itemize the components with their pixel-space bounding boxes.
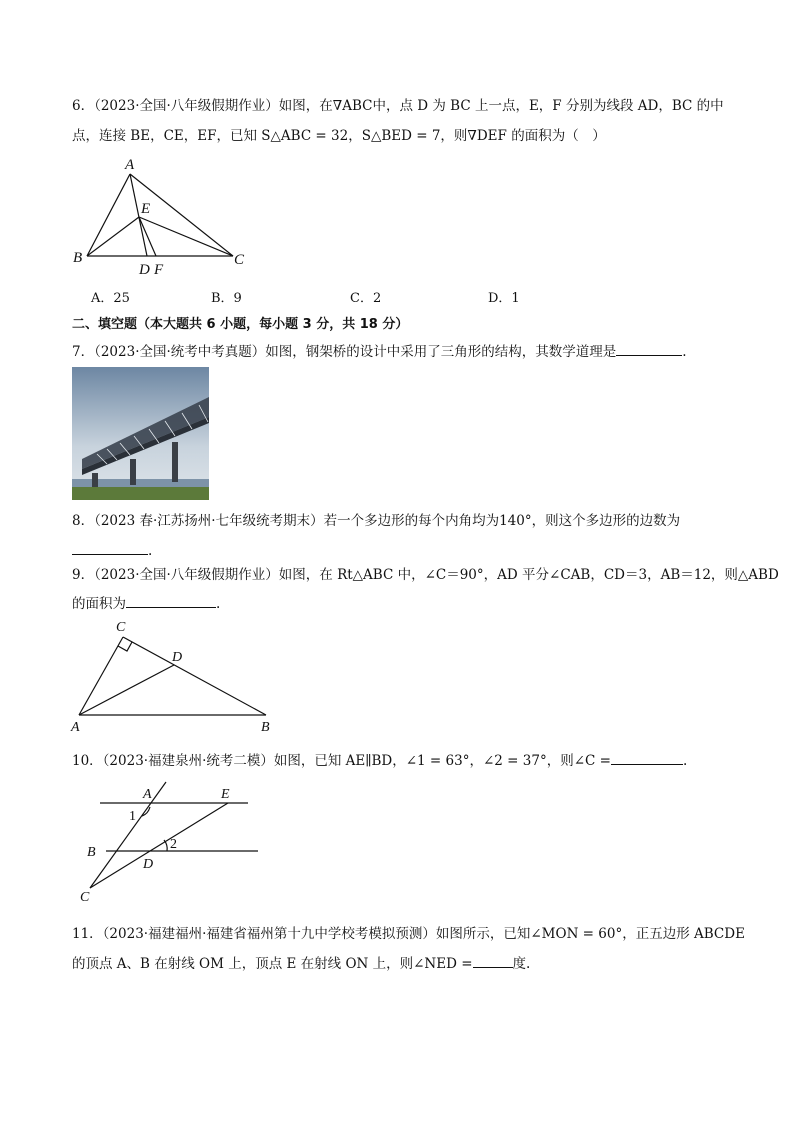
label-f: F xyxy=(154,262,164,278)
q11-line2 xyxy=(72,953,530,973)
q10-figure xyxy=(78,780,268,908)
section-2-heading: 二、填空题（本大题共 6 小题，每小题 3 分，共 18 分） xyxy=(72,317,409,332)
q8-line2 xyxy=(72,540,152,560)
q8-answer-blank[interactable] xyxy=(72,540,148,555)
label-b: B xyxy=(73,250,83,266)
q9-prompt: 的面积为 xyxy=(72,596,126,612)
label-d: D xyxy=(172,650,183,665)
label-c: C xyxy=(234,252,245,268)
label-a: A xyxy=(71,720,80,735)
q11-answer-blank[interactable] xyxy=(473,953,513,968)
q9-answer-blank[interactable] xyxy=(126,593,216,608)
q11-line1: 11．（2023·福建福州·福建省福州第十九中学校考模拟预测）如图所示，已知∠MON = 60°，正五边形 ABCDE xyxy=(72,926,745,942)
label-b: B xyxy=(87,845,96,860)
q6-option-c[interactable]: C．2 xyxy=(350,291,382,306)
label-c: C xyxy=(80,890,90,905)
q9-line2 xyxy=(72,593,220,613)
label-e: E xyxy=(141,201,151,217)
q6-line1: 6．（2023·全国·八年级假期作业）如图，在∇ABC中，点 D 为 BC 上一点，E，F 分别为线段 AD，BC 的中 xyxy=(72,98,724,114)
q8-text: 8．（2023 春·江苏扬州·七年级统考期末）若一个多边形的每个内角均为140°，则这个多边形的边数为 xyxy=(72,513,681,529)
q6-option-b[interactable]: B．9 xyxy=(211,291,242,306)
q9-figure xyxy=(68,617,283,737)
q10-prompt: 10．（2023·福建泉州·统考二模）如图，已知 AE∥BD，∠1 = 63°，∠2 = 37°，则∠C = xyxy=(72,753,611,769)
q9-text: 9．（2023·全国·八年级假期作业）如图，在 Rt△ABC 中，∠C＝90°，AD 平分∠CAB，CD＝3，AB＝12，则△ABD xyxy=(72,567,779,583)
q10-text xyxy=(72,750,687,770)
label-angle-2: 2 xyxy=(170,837,177,852)
line-ce xyxy=(90,803,228,888)
label-d: D xyxy=(143,857,154,872)
q6-line2: 点，连接 BE，CE，EF，已知 S△ABC = 32，S△BED = 7，则∇DEF 的面积为（ ） xyxy=(72,128,606,144)
label-angle-1: 1 xyxy=(129,809,136,824)
q8-end: . xyxy=(148,543,153,559)
q7-end: . xyxy=(682,344,687,360)
label-c: C xyxy=(116,620,126,635)
label-a: A xyxy=(125,157,135,173)
q11-unit: 度. xyxy=(512,956,531,972)
line-ca xyxy=(90,782,166,888)
q11-prompt: 的顶点 A、B 在射线 OM 上，顶点 E 在射线 ON 上，则∠NED = xyxy=(72,956,473,972)
edge-ab xyxy=(87,174,130,256)
label-d: D xyxy=(139,262,150,278)
bridge-photo xyxy=(72,367,209,500)
q10-end: . xyxy=(682,753,688,769)
q9-end: . xyxy=(216,596,221,612)
label-b: B xyxy=(261,720,270,735)
q10-answer-blank[interactable] xyxy=(611,750,683,765)
q6-figure xyxy=(70,152,260,282)
label-a: A xyxy=(143,787,152,802)
angle-2-arc xyxy=(164,840,167,851)
label-e: E xyxy=(221,787,230,802)
q7-answer-blank[interactable] xyxy=(616,341,682,356)
segment-be xyxy=(87,217,139,256)
q7-prompt: 7．（2023·全国·统考中考真题）如图，钢架桥的设计中采用了三角形的结构，其数学道理是 xyxy=(72,344,617,360)
q6-option-a[interactable]: A．25 xyxy=(91,291,130,306)
q7-text xyxy=(72,341,687,361)
q6-option-d[interactable]: D．1 xyxy=(488,291,520,306)
edge-cb xyxy=(123,637,266,715)
